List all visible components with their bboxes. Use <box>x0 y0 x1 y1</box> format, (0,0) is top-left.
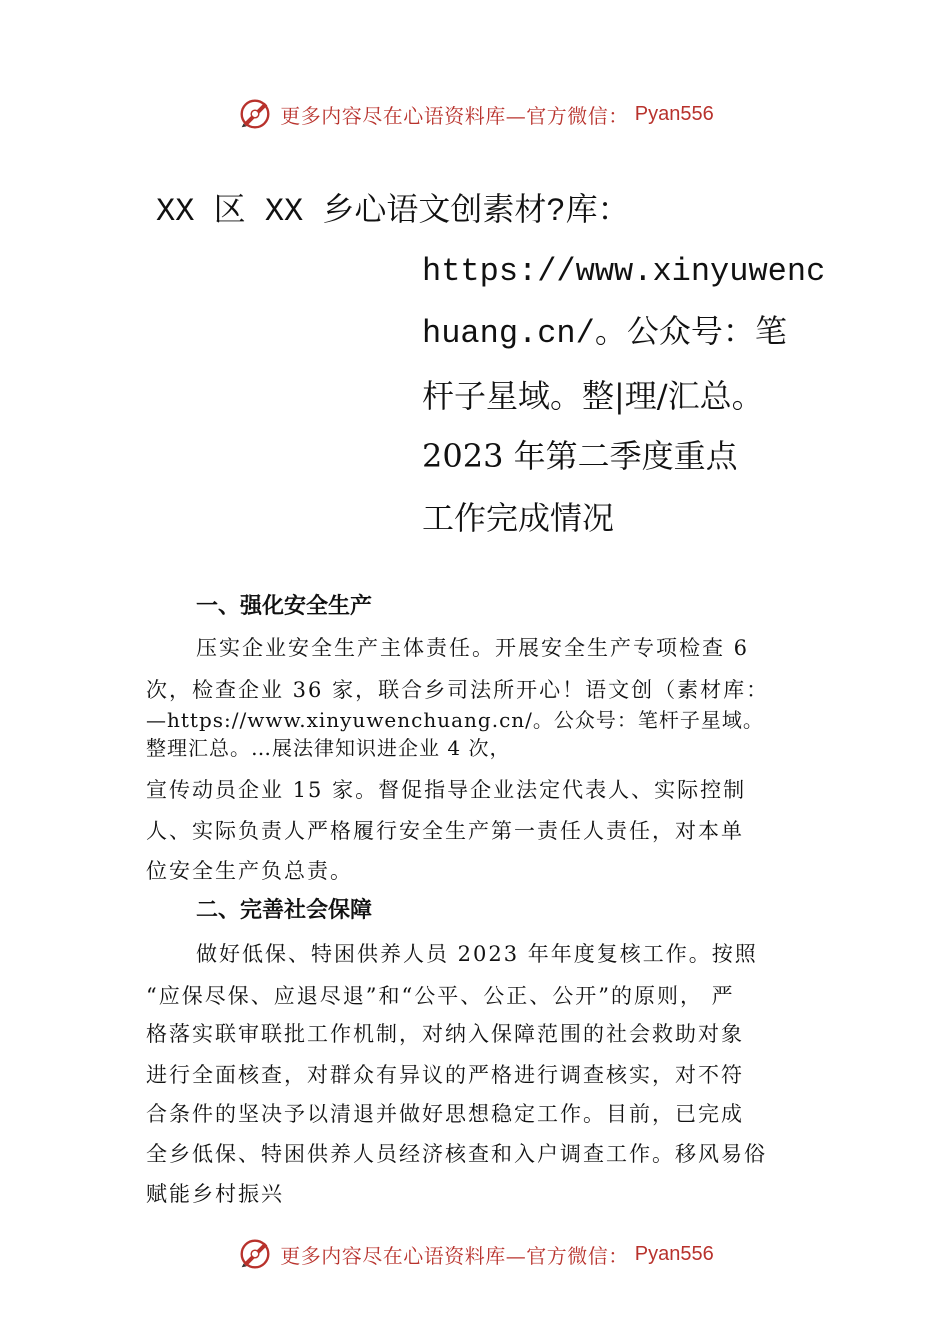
paragraph-line: 赋能乡村振兴 <box>146 1182 284 1206</box>
paragraph-line: 宣传动员企业 15 家。督促指导企业法定代表人、实际控制 <box>146 778 747 802</box>
title-line-1: XX 区 XX 乡心语文创素材?库： <box>156 193 630 230</box>
paragraph-line: 次，检查企业 36 家，联合乡司法所开心！语文创（素材库： <box>146 678 770 702</box>
title-line-3: huang.cn/。公众号：笔 <box>422 315 787 352</box>
paragraph-line: 全乡低保、特困供养人员经济核查和入户调查工作。移风易俗 <box>146 1142 767 1166</box>
banner-wechat-id: Pyan556 <box>634 1242 714 1265</box>
paragraph-line: 做好低保、特困供养人员 2023 年年度复核工作。按照 <box>196 942 758 966</box>
paragraph-line: 整理汇总。…展法律知识进企业 4 次， <box>146 736 511 760</box>
paragraph-line: 压实企业安全生产主体责任。开展安全生产专项检查 6 <box>196 636 750 660</box>
header-banner <box>0 92 950 136</box>
pen-logo-icon <box>236 95 274 133</box>
title-line-4: 杆子星域。整|理/汇总。 <box>422 377 764 415</box>
paragraph-line: 人、实际负责人严格履行安全生产第一责任人责任，对本单 <box>146 819 744 843</box>
paragraph-line: “应保尽保、应退尽退”和“公平、公正、公开”的原则， 严 <box>146 984 735 1008</box>
title-line-5: 2023 年第二季度重点 <box>422 437 738 475</box>
section-heading-2: 二、完善社会保障 <box>196 898 373 923</box>
paragraph-line: 进行全面核查，对群众有异议的严格进行调查核实，对不符 <box>146 1063 744 1087</box>
paragraph-line: 格落实联审联批工作机制，对纳入保障范围的社会救助对象 <box>146 1022 744 1046</box>
banner-wechat-id: Pyan556 <box>634 102 714 125</box>
title-line-6: 工作完成情况 <box>422 499 615 537</box>
section-heading-1: 一、强化安全生产 <box>196 594 373 619</box>
banner-text: 更多内容尽在心语资料库—官方微信： <box>280 1243 629 1268</box>
paragraph-line: —https://www.xinyuwenchuang.cn/。公众号：笔杆子星域。 <box>146 708 764 732</box>
title-line-2: https://www.xinyuwenc <box>422 253 826 290</box>
banner-text: 更多内容尽在心语资料库—官方微信： <box>280 103 629 128</box>
pen-logo-icon <box>236 1235 274 1273</box>
paragraph-line: 位安全生产负总责。 <box>146 859 353 883</box>
footer-banner <box>0 1232 950 1276</box>
paragraph-line: 合条件的坚决予以清退并做好思想稳定工作。目前，已完成 <box>146 1102 744 1126</box>
